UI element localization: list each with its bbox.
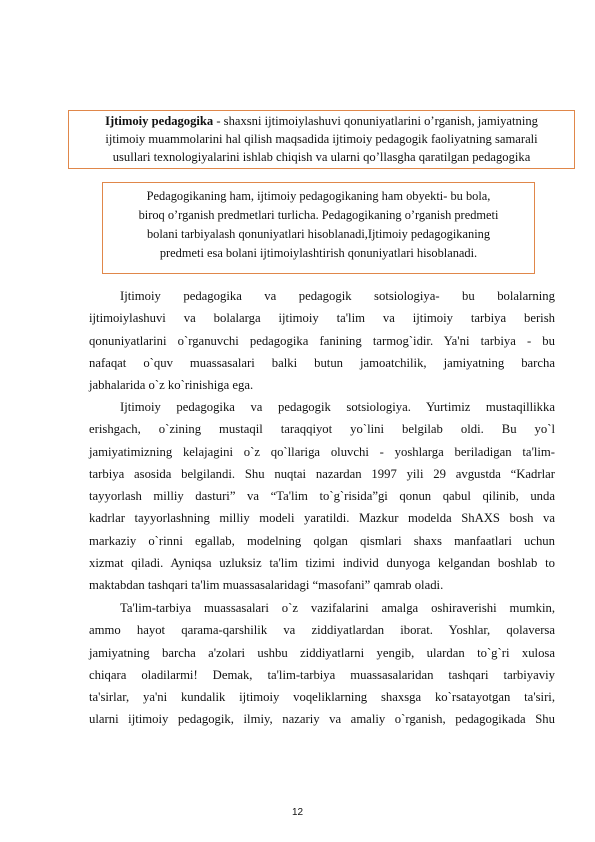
text-line: maktabdan tashqari ta'lim muassasalaridagi “masofani” qamrab oladi. [89,578,444,593]
text-line: nafaqat o`quv muassasalari balki butun jamoatchilik, jamiyatning barcha [89,355,555,370]
text-line: xizmat qiladi. Ayniqsa uzluksiz ta'lim tizimi individ dunyoga kelgandan boshlab to [89,556,555,571]
definition-line-1 [71,112,572,130]
paragraph-2 [89,396,555,597]
page-number: 12 [291,807,304,818]
text-line: kadrlar tayyorlashning milliy modeli yaratildi. Mazkur modelda ShAXS bosh va [89,511,555,526]
text-line: tayyorlash milliy dasturi” va “Ta'lim to`g`risida”gi qonun qabul qilinib, unda [89,489,555,504]
subject-box [102,182,535,274]
text-line: jamiyatning barcha a'zolari ushbu ziddiyatlarni yengib, ulardan to`g`ri xulosa [89,645,555,660]
definition-line-3: usullari texnologiyalarini ishlab chiqish va ularni qo’llasgha qaratilgan pedagogika [112,150,531,164]
subject-line: bolani tarbiyalash qonuniyatlari hisoblanadi,Ijtimoiy pedagogikaning [146,227,491,241]
text-line: Ijtimoiy pedagogika va pedagogik sotsiologiya. Yurtimiz mustaqillikka [120,400,555,414]
text-line: jamiyatimizning kelajagini o`z qo`llariga oluvchi - yoshlarga beriladigan ta'lim- [89,444,555,459]
text-line: ta'sirlar, ya'ni kundalik ijtimoiy voqeliklarning shaxsga ko`rsatayotgan ta'siri, [89,690,555,705]
text-line: tarbiya asosida belgilandi. Shu nuqtai nazardan 1997 yili 29 avgustda “Kadrlar [89,466,555,481]
definition-line-2: ijtimoiy muammolarini hal qilish maqsadida ijtimoiy pedagogik faoliyatning samarali [105,132,538,146]
definition-term: Ijtimoiy pedagogika [105,114,214,128]
text-line: Ta'lim-tarbiya muassasalari o`z vazifalarini amalga oshiraverishi mumkin, [120,601,555,615]
text-line: ammo hayot qarama-qarshilik va ziddiyatlardan iborat. Yoshlar, qolaversa [89,623,555,638]
text-line: ularni ijtimoiy pedagogik, ilmiy, nazariy va amaliy o`rganish, pedagogikada Shu [89,712,555,727]
paragraph-3 [89,597,555,731]
definition-box [68,110,575,169]
text-line: jabhalarida o`z ko`rinishiga ega. [89,378,254,393]
subject-line: Pedagogikaning ham, ijtimoiy pedagogikaning ham obyekti- bu bola, [146,189,491,203]
text-line: chiqara oladilarmi! Demak, ta'lim-tarbiya muassasalaridan tashqari tarbiyaviy [89,667,555,682]
subject-line: predmeti esa bolani ijtimoiylashtirish qonuniyatlari hisoblanadi. [159,246,478,260]
subject-line: biroq o’rganish predmetlari turlicha. Pedagogikaning o’rganish predmeti [138,208,499,222]
definition-text: - shaxsni ijtimoiylashuvi qonuniyatlarini o’rganish, jamiyatning [213,114,538,128]
text-line: markaziy o`rinni egallab, modelning qolgan qismlari shaxs manfaatlari uchun [89,533,555,548]
text-line: ijtimoiylashuvi va bolalarga ijtimoiy ta'lim va ijtimoiy tarbiya berish [89,311,555,326]
text-line: Ijtimoiy pedagogika va pedagogik sotsiologiya- bu bolalarning [120,289,555,303]
text-line: qonuniyatlarini o`rganuvchi pedagogika fanining tarmog`idir. Ya'ni tarbiya - bu [89,333,555,348]
paragraph-1 [89,285,555,396]
text-line: erishgach, o`zining mustaqil taraqqiyot yo`lini belgilab oldi. Bu yo`l [89,422,555,437]
